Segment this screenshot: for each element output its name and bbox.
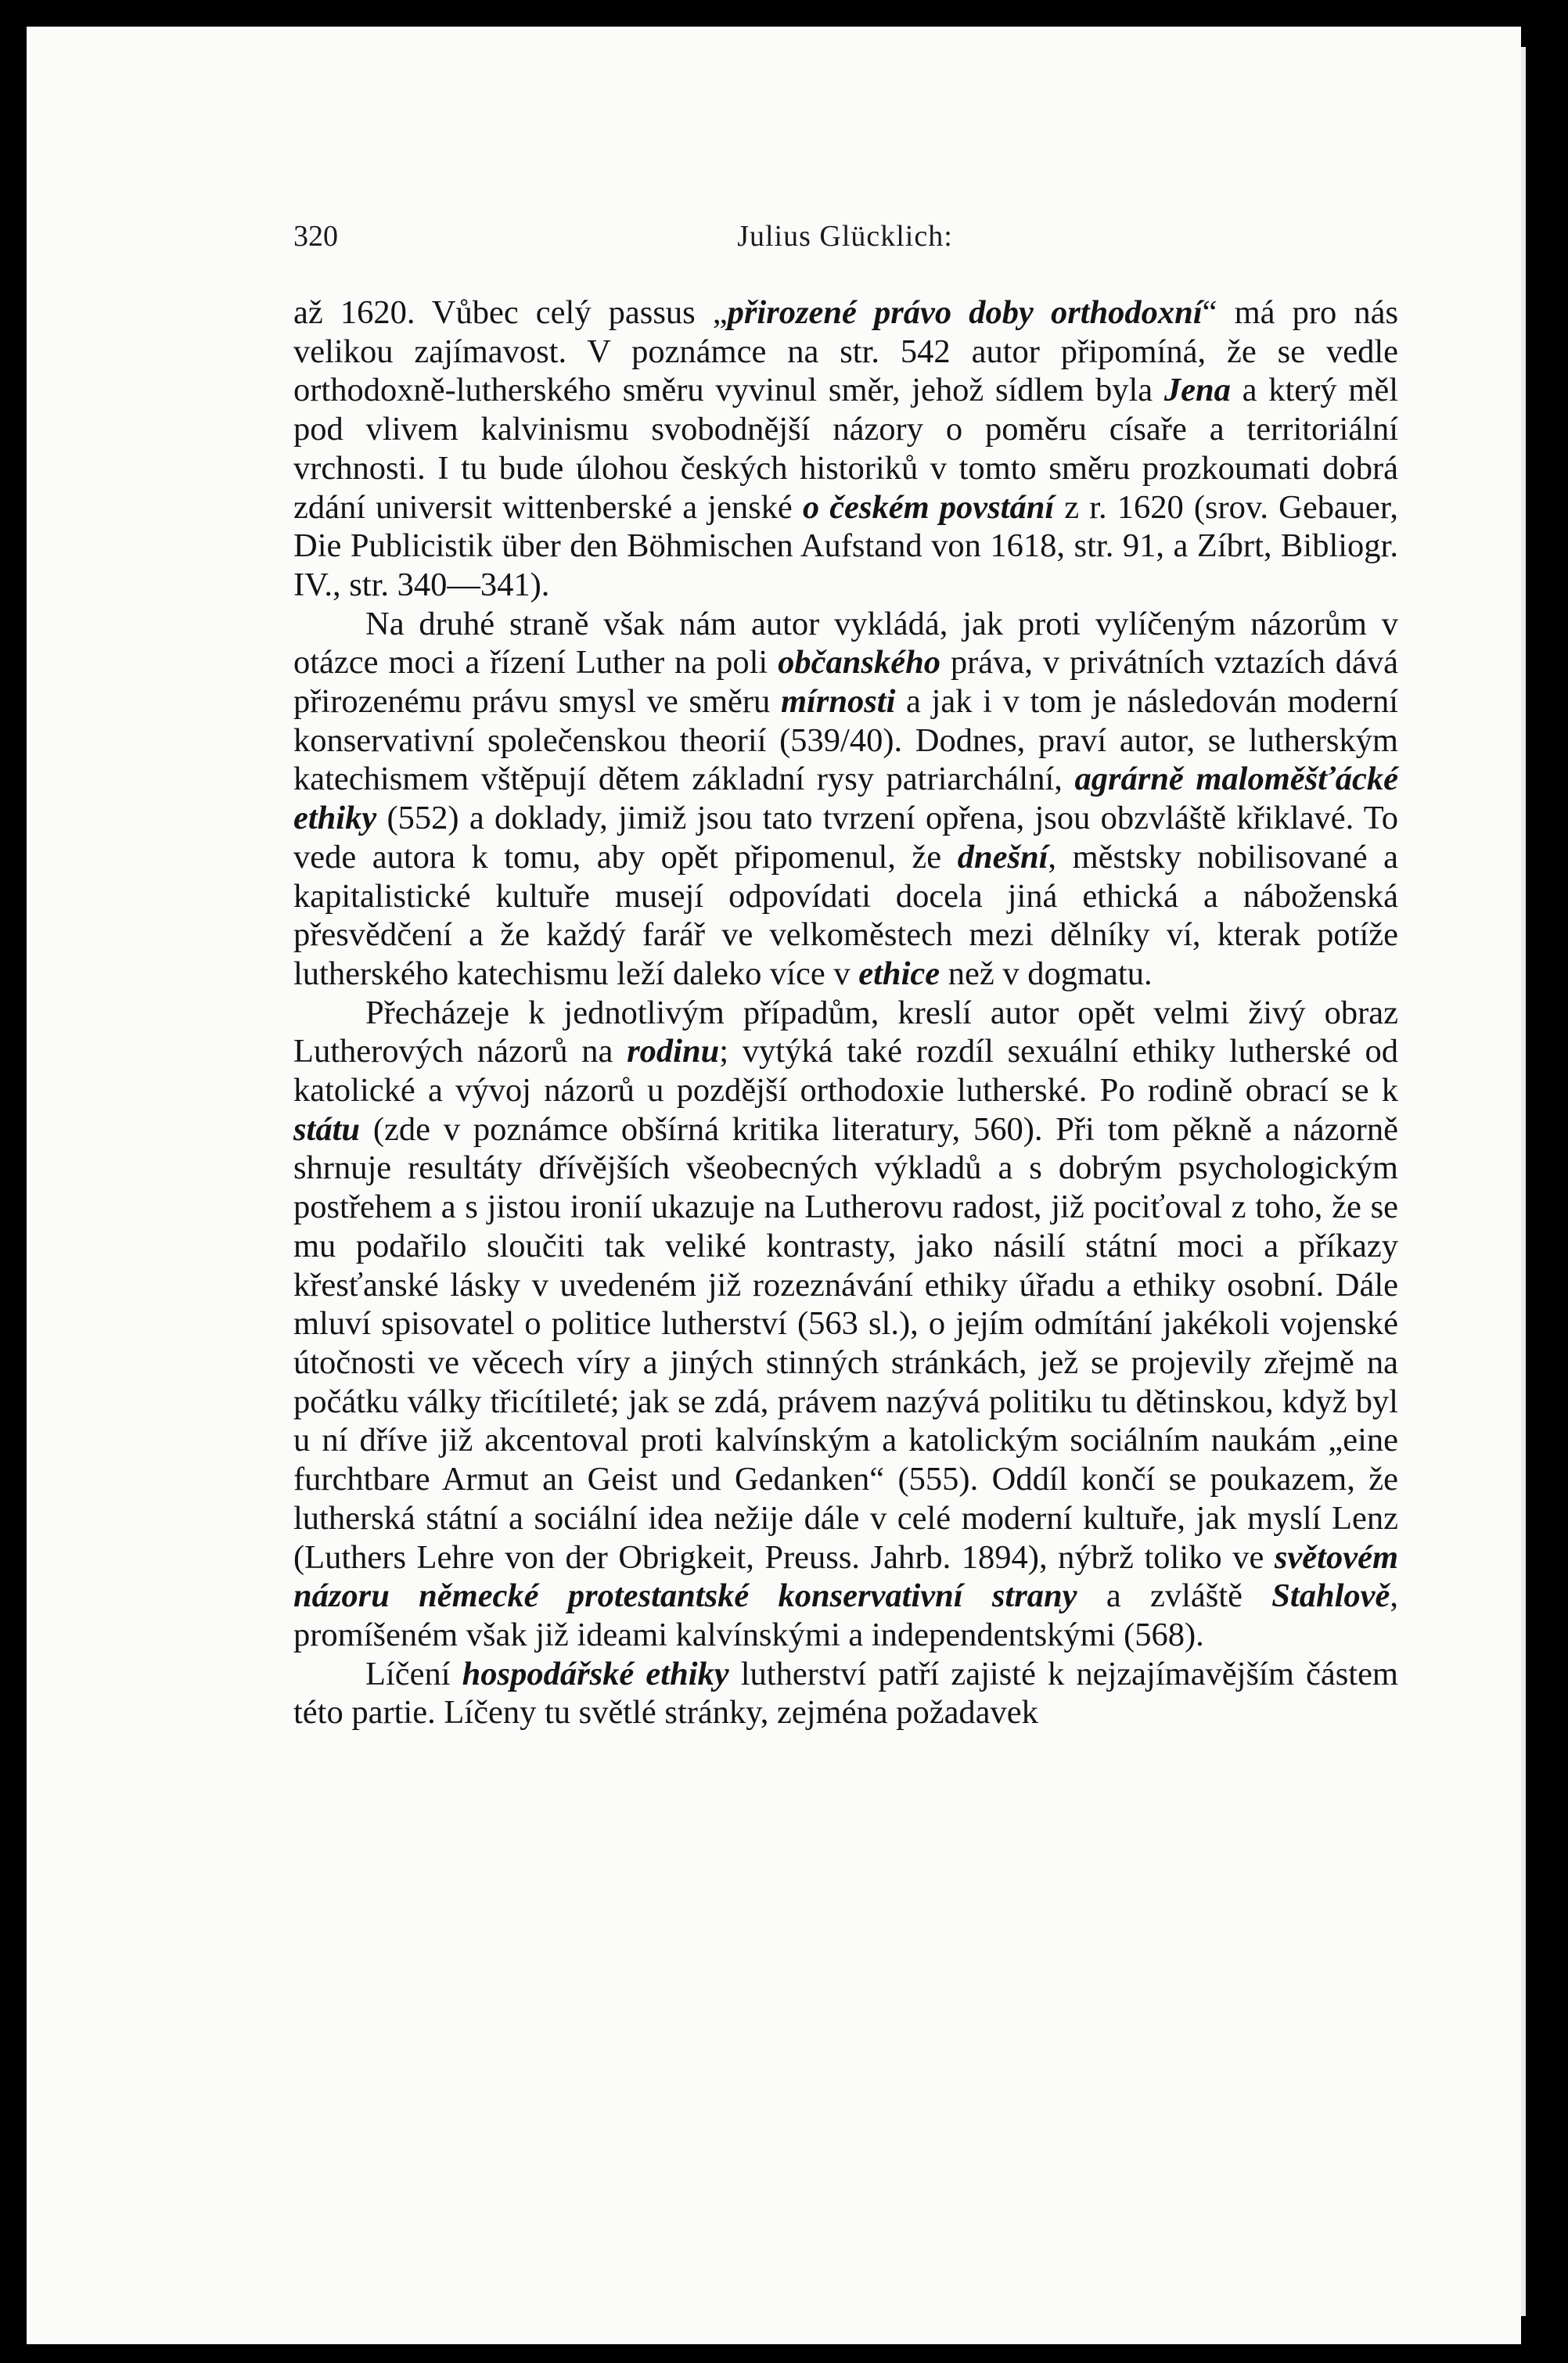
text-run: z r. 1620 (srov. Gebauer, Die Publicistik über den Böhmischen Aufstand von 1618, str. 91, a Zíbrt, Bibliogr. IV., str. 340—341). (293, 488, 1398, 603)
text-run: Přecházeje k jednotlivým případům, kreslí autor opět velmi živý obraz Lutherových názorů na (293, 994, 1398, 1070)
paragraph (293, 1655, 1398, 1732)
text-run: Na druhé straně však nám autor vykládá, jak proti vylíčeným názorům v otázce moci a řízení Luther na poli (293, 605, 1398, 682)
emphasis-text: Stahlově (1271, 1577, 1390, 1615)
emphasis-text: mírnosti (780, 683, 896, 721)
text-run: až 1620. Vůbec celý passus „ (293, 294, 728, 331)
emphasis-text: Jena (1163, 372, 1231, 409)
emphasis-text: státu (293, 1110, 361, 1148)
text-run: Líčení (365, 1655, 462, 1692)
emphasis-text: světovém názoru německé protestantské konservativní strany (293, 1538, 1398, 1615)
text-run: než v dogmatu. (940, 955, 1153, 992)
text-run: práva, v privátních vztazích dává přirozenému právu smysl ve směru (293, 644, 1398, 721)
text-run: , městsky nobilisované a kapitalistické kultuře musejí odpovídati docela jiná ethická a náboženská přesvědčení a že každý farář ve velkoměstech mezi dělníky ví, kterak potíže lutherského katechismu leží daleko více v (293, 838, 1398, 992)
emphasis-text: rodinu (627, 1033, 720, 1070)
emphasis-text: hospodářské ethiky (462, 1655, 729, 1692)
text-run: (zde v poznámce obšírná kritika literatury, 560). Při tom pěkně a názorně shrnuje resultáty dřívějších všeobecných výkladů a s dobrým psychologickým postřehem a s jistou ironií ukazuje na Lutherovu radost, již pociťoval z toho, že se mu podařilo sloučiti tak veliké kontrasty, jako násilí státní moci a příkazy křesťanské lásky v uvedeném již rozeznávání ethiky úřadu a ethiky osobní. Dále mluví spisovatel o politice lutherství (563 sl.), o jejím odmítání jakékoli vojenské útočnosti ve věcech víry a jiných stinných stránkách, jež se projevily zřejmě na počátku války třicítileté; jak se zdá, právem nazývá politiku tu dětinskou, když byl u ní dříve již akcentoval proti kalvínským a katolickým sociálním naukám „eine furchtbare Armut an Geist und Gedanken“ (555). Oddíl končí se poukazem, že lutherská státní a sociální idea nežije dále v celé moderní kultuře, jak myslí Lenz (Luthers Lehre von der Obrigkeit, Preuss. Jahrb. 1894), nýbrž toliko ve (293, 1110, 1398, 1576)
paragraph (293, 605, 1398, 994)
emphasis-text: ethice (858, 955, 940, 992)
page-number: 320 (293, 220, 338, 253)
text-run: a jak i v tom je následován moderní konservativní společenskou theorií (539/40). Dodnes, praví autor, se lutherským katechismem vštěpují dětem základní rysy patriarchální, (293, 683, 1399, 798)
emphasis-text: přirozené právo doby orthodoxní (727, 294, 1203, 331)
running-header (293, 219, 1397, 266)
running-title: Julius Glücklich: (737, 220, 953, 253)
emphasis-text: občanského (778, 644, 940, 682)
text-run: ; vytýká také rozdíl sexuální ethiky lutherské od katolické a vývoj názorů u pozdější orthodoxie lutherské. Po rodině obrací se k (293, 1033, 1398, 1110)
text-run: lutherství patří zajisté k nejzajímavějším částem této partie. Líčeny tu světlé stránky, zejména požadavek (293, 1655, 1398, 1732)
body-text (293, 293, 1398, 1732)
text-run: , promíšeném však již ideami kalvínskými a independentskými (568). (293, 1577, 1398, 1653)
paragraph (293, 293, 1398, 605)
text-run: a který měl pod vlivem kalvinismu svobodnější názory o poměru císaře a territoriální vrchnosti. I tu bude úlohou českých historiků v tomto směru prozkoumati dobrá zdání universit wittenberské a jenské (293, 372, 1399, 526)
text-run: (552) a doklady, jimiž jsou tato tvrzení opřena, jsou obzvláště křiklavé. To vede autora k tomu, aby opět připomenul, že (293, 800, 1398, 876)
text-run: “ má pro nás velikou zajímavost. V poznámce na str. 542 autor připomíná, že se vedle orthodoxně-lutherského směru vyvinul směr, jehož sídlem byla (293, 294, 1398, 409)
emphasis-text: o českém povstání (802, 488, 1055, 526)
emphasis-text: dnešní (957, 838, 1048, 876)
page-edge (1521, 47, 1526, 2316)
text-run: a zvláště (1077, 1577, 1272, 1615)
emphasis-text: agrárně maloměšťácké ethiky (293, 761, 1398, 837)
paragraph (293, 994, 1398, 1655)
